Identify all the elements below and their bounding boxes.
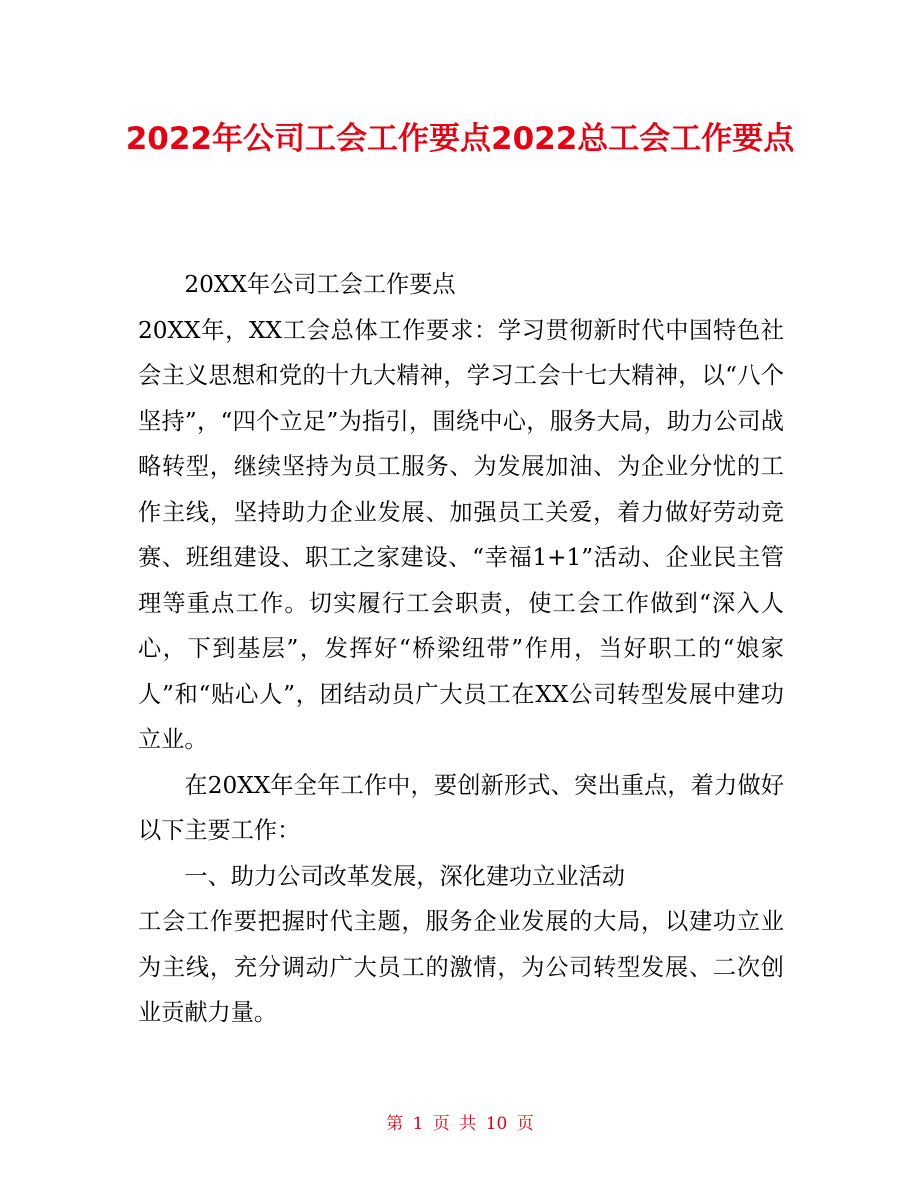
paragraph-general-requirements: 20XX年，XX工会总体工作要求：学习贯彻新时代中国特色社会主义思想和党的十九大精神，学习工会十七大精神，以“八个坚持”，“四个立足”为指引，围绕中心，服务大局，助力公司战略转型，继续坚持为员工服务、为发展加油、为企业分忧的工作主线，坚持助力企业发展、加强员工关爱，着力做好劳动竞赛、班组建设、职工之家建设、“幸福1+1”活动、企业民主管理等重点工作。切实履行工会职责，使工会工作做到“深入人心，下到基层”，发挥好“桥梁纽带”作用，当好职工的“娘家人”和“贴心人”，团结动员广大员工在XX公司转型发展中建功立业。 — [138, 316, 784, 753]
page-number-footer: 第 1 页 共 10 页 — [386, 1114, 534, 1134]
paragraph-subtitle: 20XX年公司工会工作要点 — [184, 271, 456, 298]
section-heading-1: 一、助力公司改革发展，深化建功立业活动 — [184, 862, 625, 890]
paragraph-section-1: 工会工作要把握时代主题，服务企业发展的大局，以建功立业为主线，充分调动广大员工的激情，为公司转型发展、二次创业贡献力量。 — [138, 908, 784, 1026]
document-title: 2022年公司工会工作要点2022总工会工作要点 — [125, 121, 795, 157]
paragraph-annual-work: 在20XX年全年工作中，要创新形式、突出重点，着力做好以下主要工作： — [138, 771, 784, 844]
document-body — [138, 262, 784, 1036]
